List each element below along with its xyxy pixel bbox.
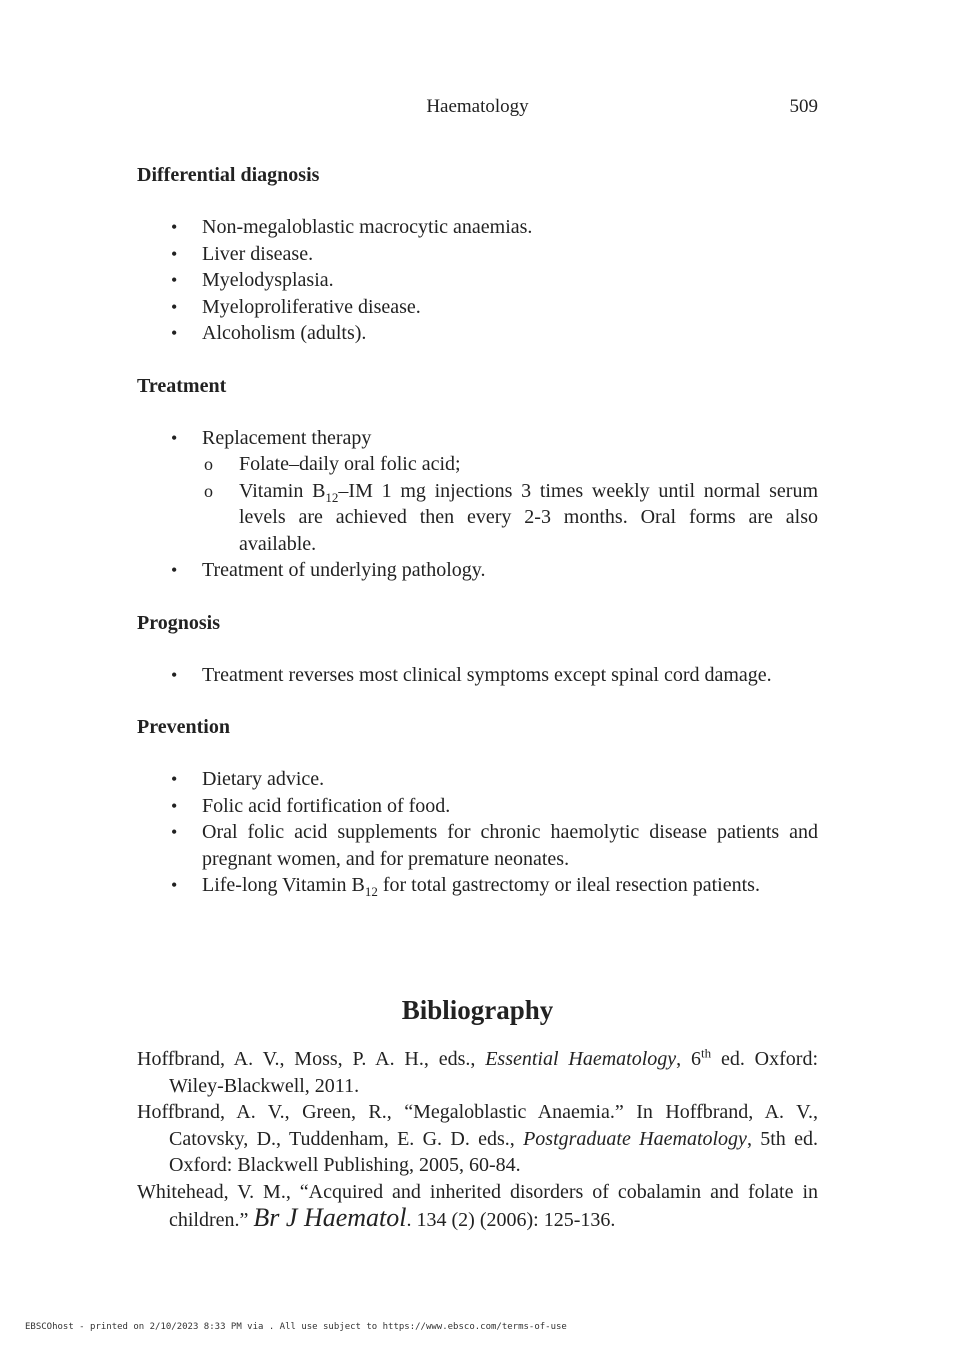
- list-item: • Treatment of underlying pathology.: [137, 557, 818, 584]
- bibliography-entry: Whitehead, V. M., “Acquired and inherited disorders of cobalamin and folate in children.” Br J Haematol. 134 (2) (2006): 125-136.: [137, 1180, 818, 1232]
- treatment-heading: Treatment: [137, 374, 227, 397]
- bullet-icon: •: [171, 822, 178, 842]
- list-item: • Non-megaloblastic macrocytic anaemias.: [137, 214, 818, 241]
- running-title: Haematology: [426, 96, 529, 117]
- bullet-icon: •: [171, 875, 178, 895]
- differential-heading: Differential diagnosis: [137, 164, 320, 186]
- list-item: • Life-long Vitamin $B_{12}$ for total gastrectomy or ileal resection patients.: [171, 874, 760, 899]
- list-item: • Liver disease.: [137, 241, 818, 268]
- list-item: • Replacement therapy o Folate–daily oral folic acid; o Vitamin $B_{12}-IM$ 1 mg injections 3 times weekly until normal serum levels are achieved then every 2-3 months. Oral forms are also available.: [137, 425, 818, 558]
- differential-list: [137, 214, 818, 347]
- bibliography-entry: Hoffbrand, A. V., Moss, P. A. H., eds., Essential Haematology, 6th ed. Oxford: Wiley-Blackwell, 2011.: [137, 1045, 819, 1097]
- bullet-icon: •: [171, 217, 178, 237]
- bullet-icon: •: [171, 427, 178, 448]
- list-item: • Alcoholism (adults).: [137, 320, 818, 347]
- bullet-icon: •: [171, 769, 178, 789]
- treatment-sublist: [202, 451, 818, 557]
- prevention-heading: Prevention: [137, 716, 230, 738]
- main-content: [137, 162, 818, 899]
- list-item: • Oral folic acid supplements for chronic haemolytic disease patients and pregnant women, and for premature neonates.: [171, 821, 818, 870]
- prognosis-list: [137, 662, 818, 689]
- list-item: • Dietary advice.: [137, 766, 818, 793]
- list-item: • Folic acid fortification of food.: [137, 793, 818, 820]
- bullet-icon: •: [171, 560, 178, 580]
- bullet-icon: •: [171, 323, 178, 343]
- bullet-icon: •: [171, 243, 178, 264]
- bullet-icon: •: [171, 296, 178, 317]
- list-item: • Myeloproliferative disease.: [137, 294, 818, 321]
- bullet-icon: •: [171, 270, 178, 290]
- sub-list-item: o Folate–daily oral folic acid;: [202, 451, 818, 478]
- treatment-list: [137, 425, 818, 584]
- bullet-icon: •: [171, 795, 178, 816]
- sub-list-item: o Vitamin $B_{12}-IM$ 1 mg injections 3 times weekly until normal serum levels are achieved then every 2-3 months. Oral forms are also available.: [204, 479, 819, 555]
- list-item: • Myelodysplasia.: [137, 267, 818, 294]
- circle-bullet-icon: o: [204, 454, 213, 474]
- bullet-icon: •: [171, 664, 178, 685]
- prevention-list: [137, 766, 818, 899]
- print-footer: EBSCOhost - printed on 2/10/2023 8:33 PM via . All use subject to https://www.ebsco.com/terms-of-use: [25, 1322, 567, 1332]
- page-number: 509: [789, 96, 818, 117]
- running-header: [137, 96, 818, 120]
- bibliography-list: [137, 1046, 818, 1234]
- bibliography-heading: Bibliography: [401, 995, 554, 1025]
- list-item: • Treatment reverses most clinical symptoms except spinal cord damage.: [137, 662, 818, 689]
- circle-bullet-icon: o: [204, 480, 213, 501]
- prognosis-heading: Prognosis: [137, 611, 220, 634]
- bibliography-entry: Hoffbrand, A. V., Green, R., “Megaloblastic Anaemia.” In Hoffbrand, A. V., Catovsky, D., Tuddenham, E. G. D. eds., Postgraduate Haematology, 5th ed. Oxford: Blackwell Publishing, 2005, 60-84.: [137, 1101, 818, 1176]
